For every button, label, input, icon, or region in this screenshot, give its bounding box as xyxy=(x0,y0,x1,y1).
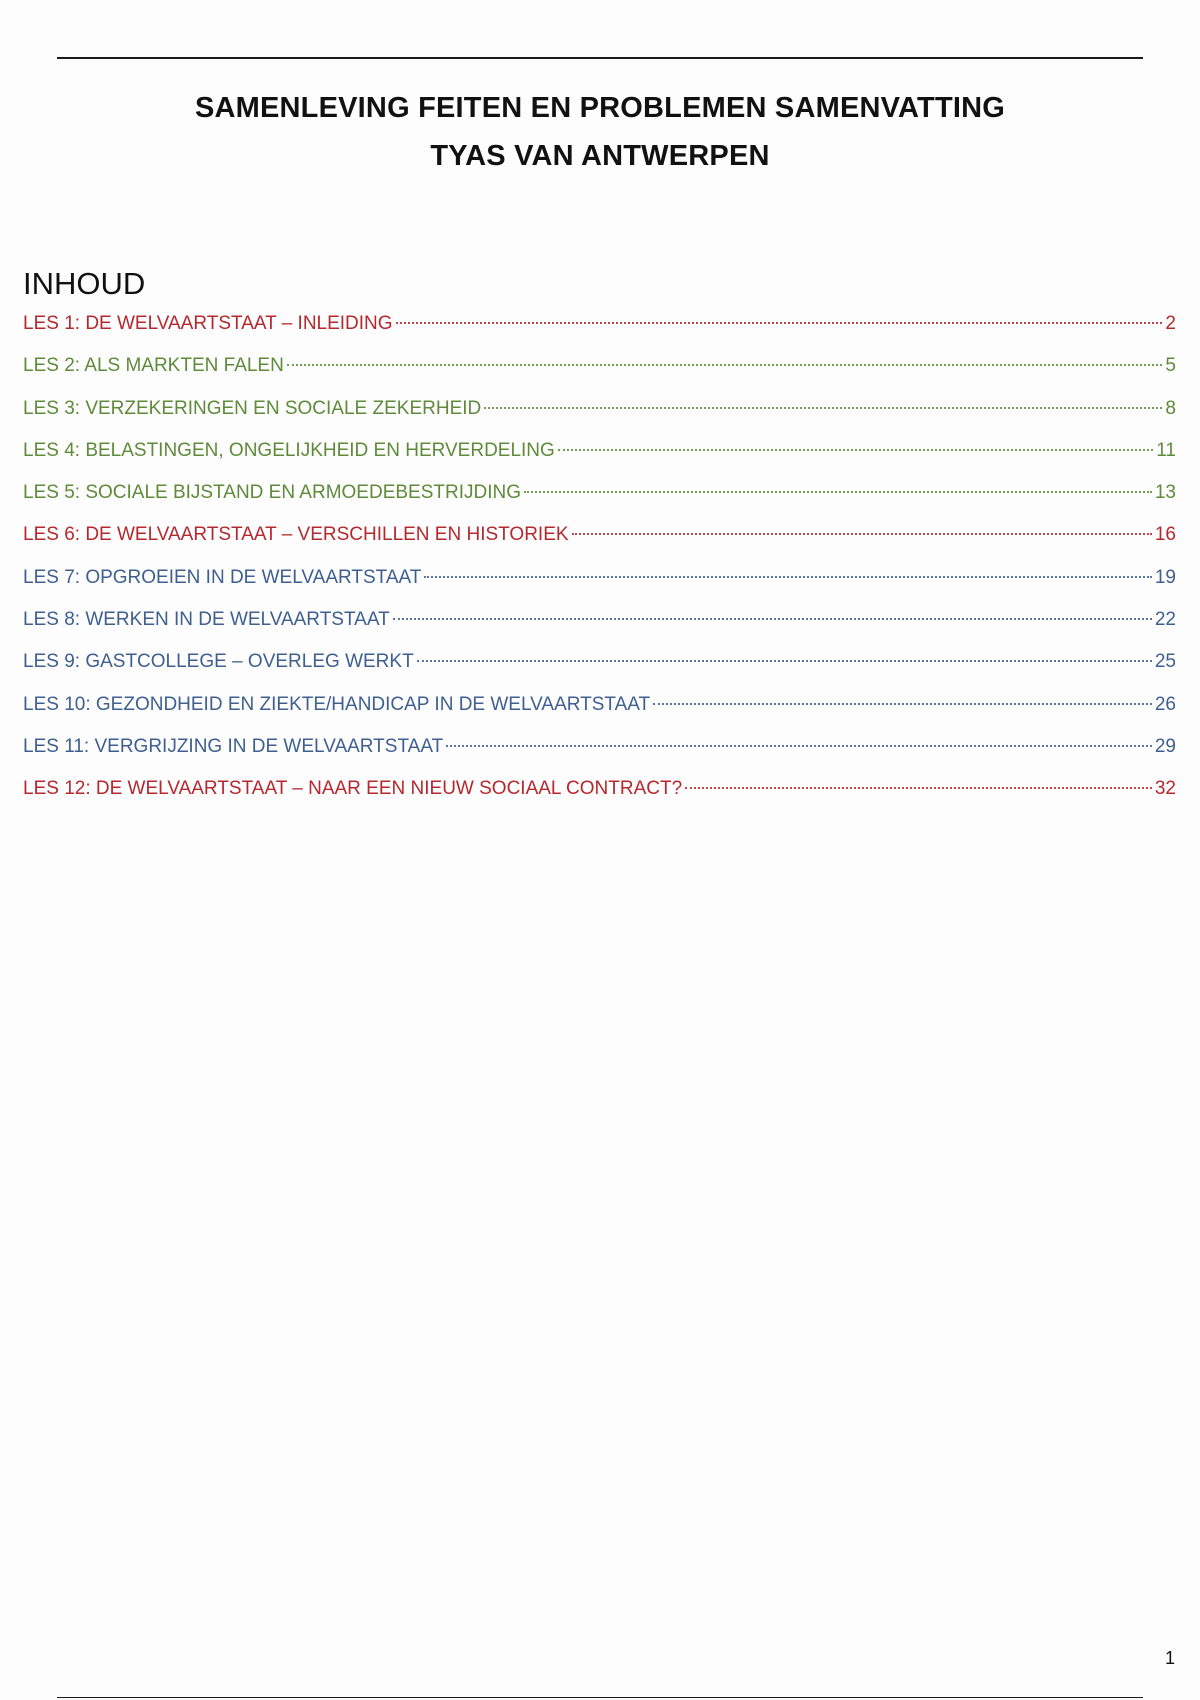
toc-entry-label: LES 9: GASTCOLLEGE – OVERLEG WERKT xyxy=(23,651,414,673)
toc-entry-label: LES 10: GEZONDHEID EN ZIEKTE/HANDICAP IN DE WELVAARTSTAAT xyxy=(23,693,651,715)
toc-entry-label: LES 7: OPGROEIEN IN DE WELVAARTSTAAT xyxy=(23,566,422,588)
dot-leader xyxy=(558,449,1153,451)
toc-entry-les-7[interactable] xyxy=(23,563,1176,605)
table-of-contents xyxy=(23,309,1176,817)
document-title xyxy=(0,84,1200,180)
dot-leader xyxy=(287,364,1163,366)
toc-entry-label: LES 3: VERZEKERINGEN EN SOCIALE ZEKERHEID xyxy=(23,397,482,419)
toc-entry-label: LES 1: DE WELVAARTSTAAT – INLEIDING xyxy=(23,313,393,334)
toc-heading: INHOUD xyxy=(23,266,146,301)
toc-entry-les-12[interactable] xyxy=(23,774,1176,816)
title-line-1: SAMENLEVING FEITEN EN PROBLEMEN SAMENVATTING xyxy=(194,92,1006,124)
toc-entry-label: LES 12: DE WELVAARTSTAAT – NAAR EEN NIEUW SOCIAAL CONTRACT? xyxy=(23,778,683,800)
toc-entry-page: 26 xyxy=(1154,693,1176,715)
toc-entry-label: LES 2: ALS MARKTEN FALEN xyxy=(23,355,284,377)
page-number: 1 xyxy=(1164,1648,1175,1668)
toc-entry-page: 2 xyxy=(1165,313,1176,334)
dot-leader xyxy=(572,533,1152,535)
dot-leader xyxy=(484,407,1162,409)
toc-entry-les-8[interactable] xyxy=(23,605,1176,647)
toc-entry-label: LES 4: BELASTINGEN, ONGELIJKHEID EN HERVERDELING xyxy=(23,439,555,461)
dot-leader xyxy=(424,576,1151,578)
toc-entry-page: 11 xyxy=(1156,439,1176,461)
toc-entry-label: LES 6: DE WELVAARTSTAAT – VERSCHILLEN EN HISTORIEK xyxy=(23,524,569,546)
toc-entry-les-2[interactable] xyxy=(23,351,1176,393)
dot-leader xyxy=(417,660,1152,662)
dot-leader xyxy=(446,745,1152,747)
dot-leader xyxy=(653,703,1152,705)
title-line-2: TYAS VAN ANTWERPEN xyxy=(430,140,770,172)
toc-entry-les-11[interactable] xyxy=(23,732,1176,774)
toc-entry-page: 22 xyxy=(1154,609,1176,631)
toc-entry-label: LES 11: VERGRIJZING IN DE WELVAARTSTAAT xyxy=(23,735,444,757)
toc-entry-page: 8 xyxy=(1165,397,1176,419)
dot-leader xyxy=(524,491,1152,493)
toc-entry-les-1[interactable] xyxy=(23,309,1176,351)
toc-entry-les-9[interactable] xyxy=(23,647,1176,689)
header-rule xyxy=(57,57,1143,59)
toc-entry-page: 25 xyxy=(1154,651,1176,673)
toc-entry-page: 29 xyxy=(1154,735,1176,757)
toc-entry-les-6[interactable] xyxy=(23,520,1176,562)
toc-entry-page: 13 xyxy=(1154,482,1176,504)
toc-entry-les-3[interactable] xyxy=(23,394,1176,436)
toc-entry-page: 32 xyxy=(1154,778,1176,800)
dot-leader xyxy=(393,618,1152,620)
toc-entry-page: 5 xyxy=(1165,355,1176,377)
dot-leader xyxy=(685,787,1152,789)
toc-entry-page: 19 xyxy=(1154,566,1176,588)
toc-entry-label: LES 5: SOCIALE BIJSTAND EN ARMOEDEBESTRIJDING xyxy=(23,482,521,504)
toc-entry-les-10[interactable] xyxy=(23,690,1176,732)
toc-entry-page: 16 xyxy=(1154,524,1176,546)
toc-entry-les-5[interactable] xyxy=(23,478,1176,520)
footer-rule xyxy=(57,1697,1143,1698)
dot-leader xyxy=(396,322,1163,324)
toc-entry-label: LES 8: WERKEN IN DE WELVAARTSTAAT xyxy=(23,609,390,631)
toc-entry-les-4[interactable] xyxy=(23,436,1176,478)
